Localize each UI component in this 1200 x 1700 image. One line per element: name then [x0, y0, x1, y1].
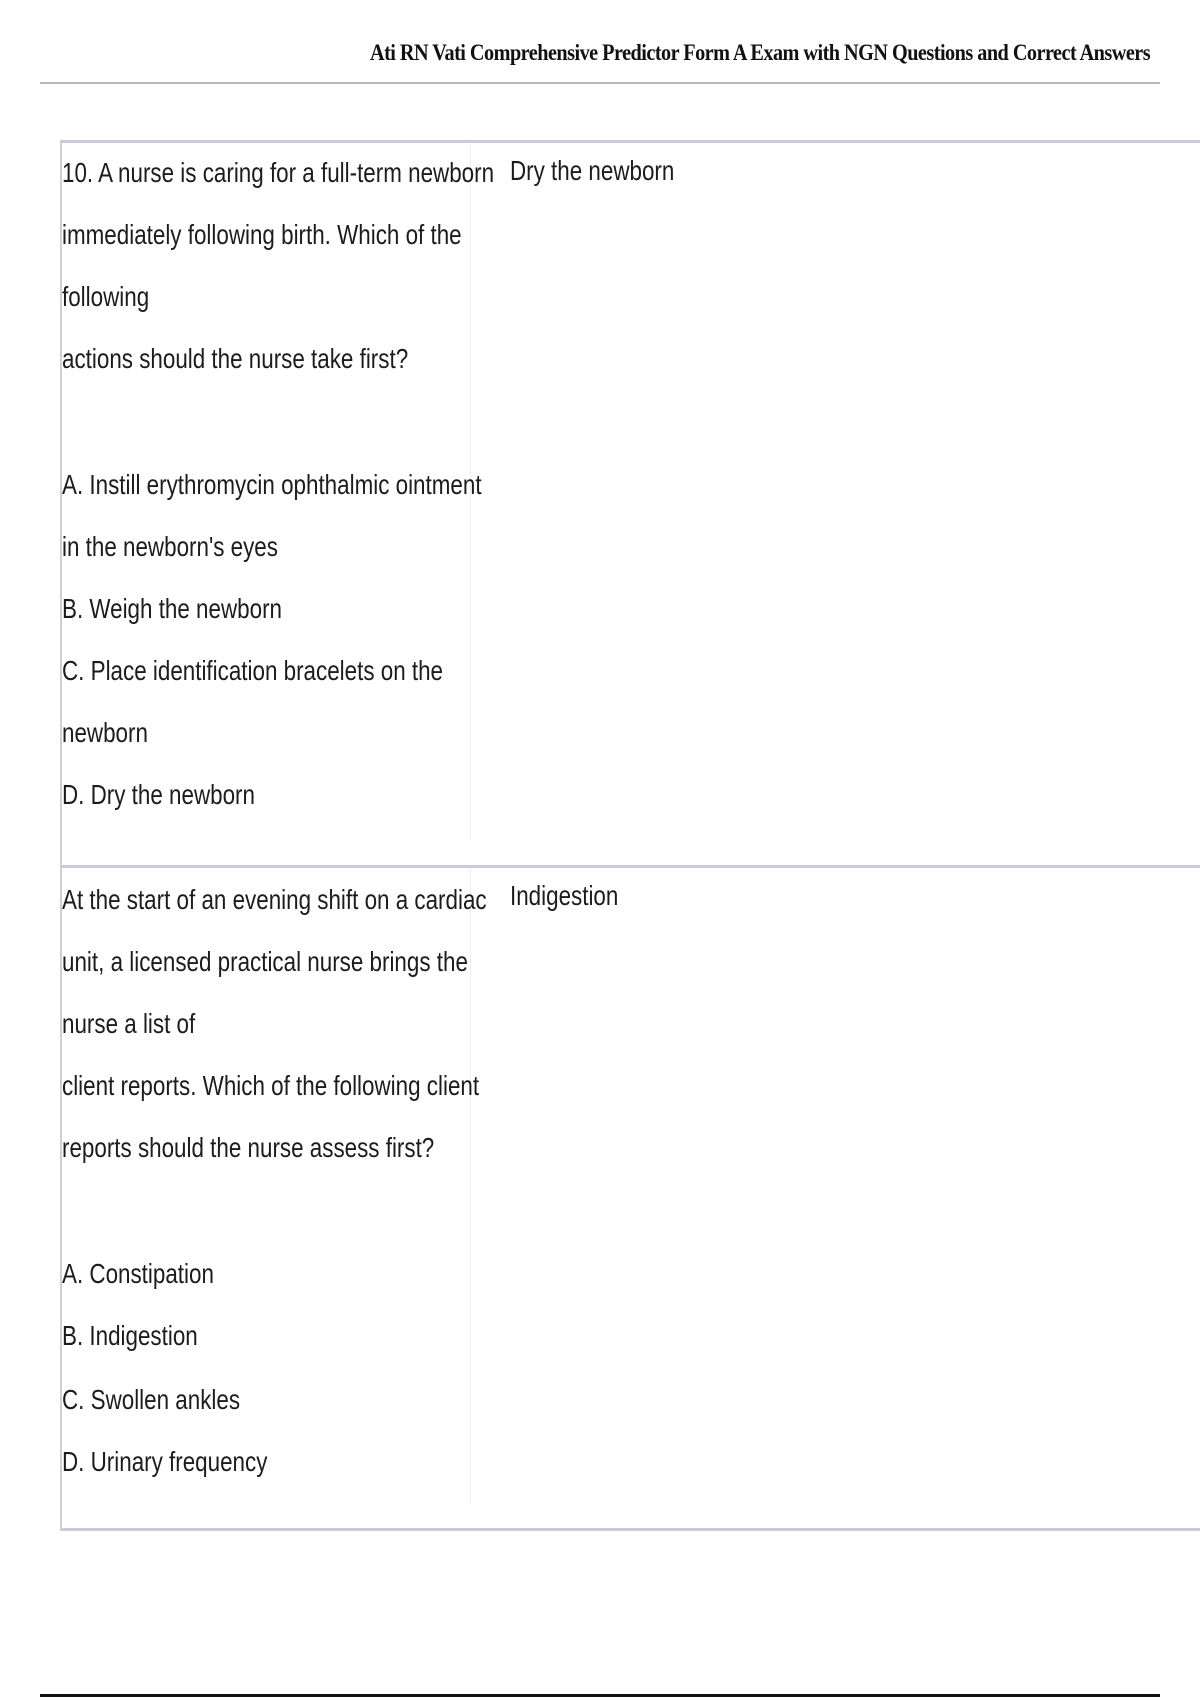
page-header [40, 0, 1160, 84]
question-text-line: immediately following birth. Which of the [62, 219, 462, 250]
correct-answer: Indigestion [510, 880, 619, 911]
question-answer-table [60, 140, 1200, 1531]
question-text-line: actions should the nurse take first? [62, 343, 409, 374]
document-title: Ati RN Vati Comprehensive Predictor Form A Exam with NGN Questions and Correct Answers [370, 40, 1151, 65]
option-b: B. Indigestion [62, 1320, 198, 1351]
question-text-line: 10. A nurse is caring for a full-term newborn [62, 157, 495, 188]
table-row [62, 865, 1200, 1531]
question-text-line: unit, a licensed practical nurse brings the [62, 946, 468, 977]
footer-divider [40, 1694, 1160, 1697]
question-cell [62, 143, 495, 841]
question-text-line: reports should the nurse assess first? [62, 1132, 435, 1163]
option-d: D. Urinary frequency [62, 1446, 268, 1477]
answer-cell [510, 157, 715, 185]
table-row [62, 140, 1200, 865]
correct-answer: Dry the newborn [510, 155, 675, 186]
question-cell [62, 868, 487, 1504]
option-a: A. Instill erythromycin ophthalmic ointment [62, 469, 482, 500]
option-a: A. Constipation [62, 1258, 214, 1289]
option-d: D. Dry the newborn [62, 779, 255, 810]
option-c-continued: newborn [62, 717, 148, 748]
option-c: C. Place identification bracelets on the [62, 655, 444, 686]
question-text-line: nurse a list of [62, 1008, 196, 1039]
option-a-continued: in the newborn's eyes [62, 531, 278, 562]
question-text-line: At the start of an evening shift on a cardiac [62, 884, 487, 915]
option-c: C. Swollen ankles [62, 1384, 241, 1415]
answer-cell [510, 882, 645, 910]
question-text-line: client reports. Which of the following client [62, 1070, 480, 1101]
option-b: B. Weigh the newborn [62, 593, 282, 624]
question-text-line: following [62, 281, 150, 312]
